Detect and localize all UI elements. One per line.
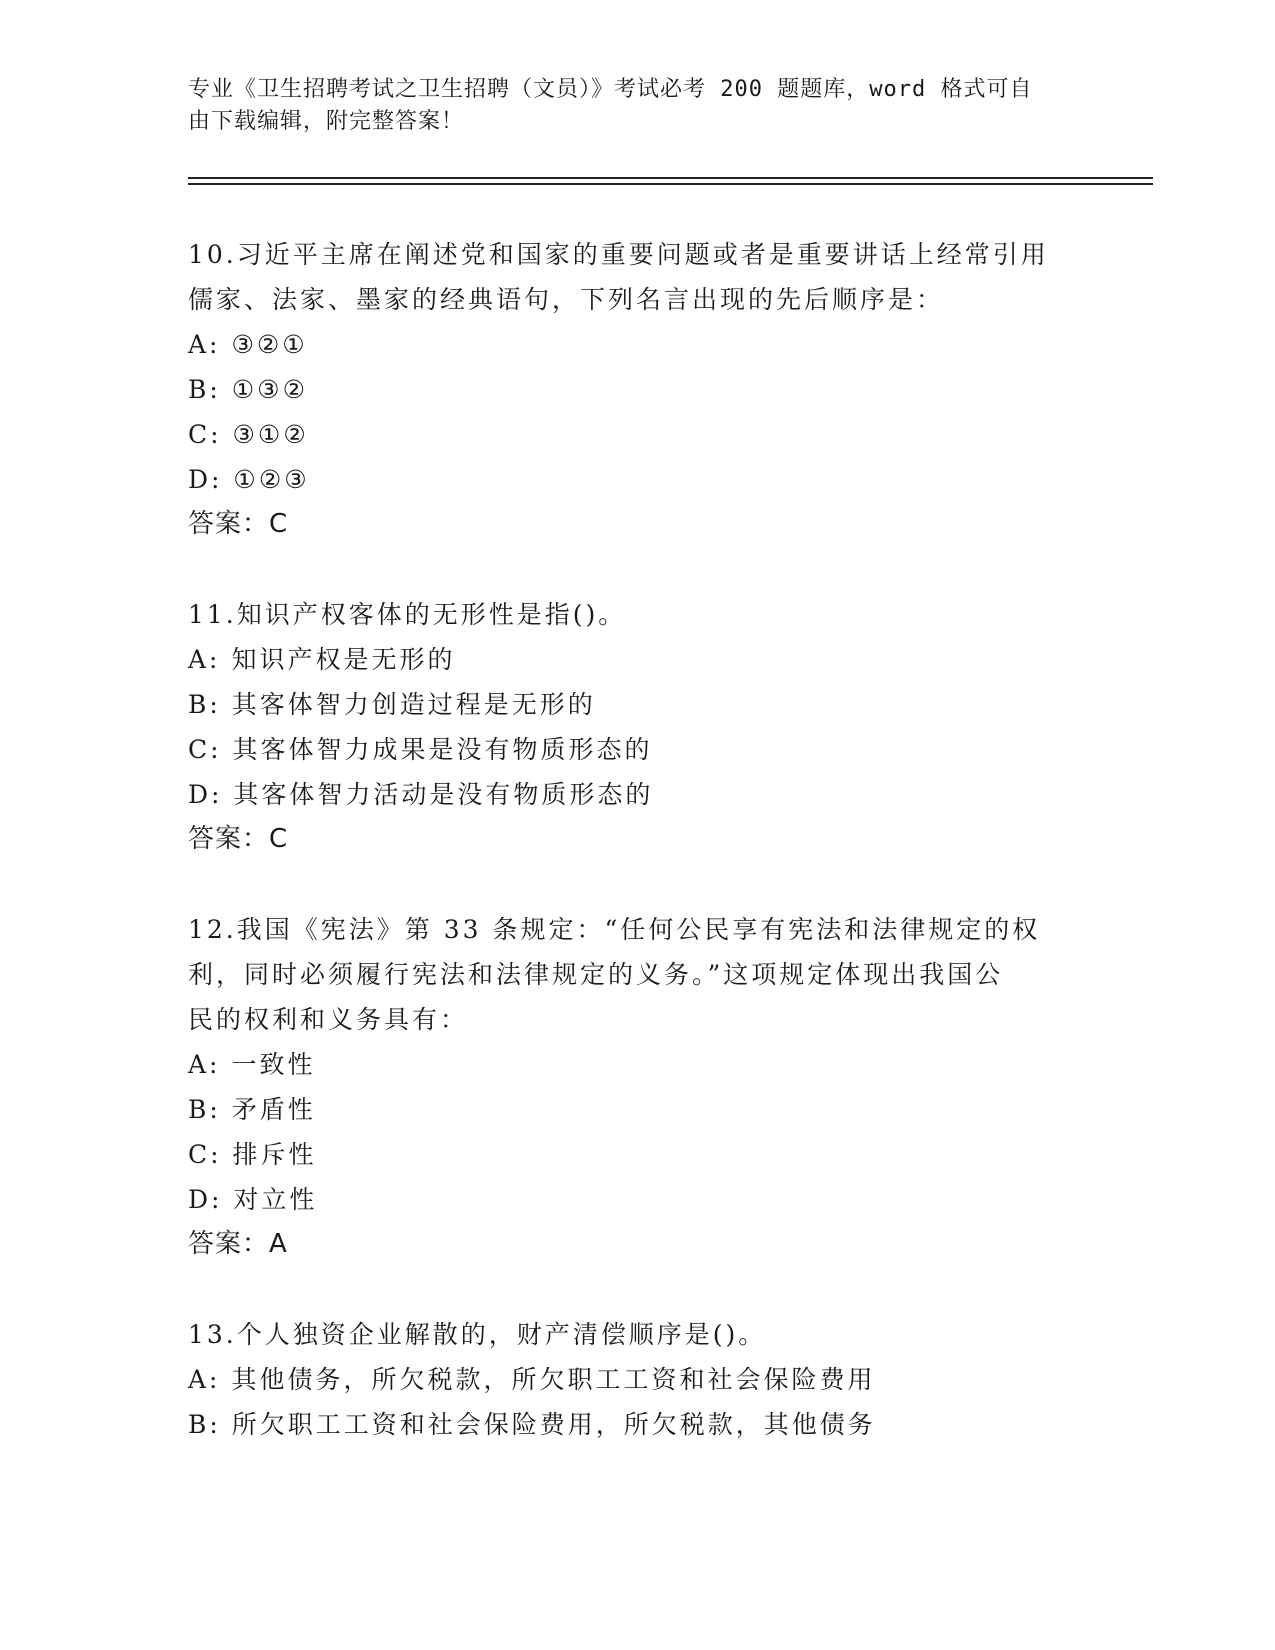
question-text-line: 10.习近平主席在阐述党和国家的重要问题或者是重要讲话上经常引用 — [188, 240, 1049, 269]
option-text: 一致性 — [231, 1050, 316, 1079]
option-letter: B: — [188, 1410, 221, 1439]
option-letter: C: — [188, 1140, 222, 1169]
header-divider-bottom — [188, 183, 1153, 185]
option-letter: A: — [188, 645, 221, 674]
option-letter: A: — [188, 1365, 221, 1394]
question-text-line: 12.我国《宪法》第 33 条规定：“任何公民享有宪法和法律规定的权 — [188, 915, 1041, 944]
answer-line: 答案：A — [188, 1229, 288, 1259]
option-row — [188, 1087, 1088, 1132]
option-text: 排斥性 — [232, 1140, 317, 1169]
option-row — [188, 1132, 1088, 1177]
option-row — [188, 457, 1088, 502]
option-row — [188, 1402, 1088, 1447]
option-letter: C: — [188, 735, 222, 764]
option-row — [188, 322, 1088, 367]
option-row — [188, 367, 1088, 412]
question-text-line: 13.个人独资企业解散的，财产清偿顺序是()。 — [188, 1320, 767, 1349]
option-text: 对立性 — [233, 1185, 318, 1214]
option-text: ③①② — [232, 420, 309, 449]
option-row — [188, 682, 1088, 727]
option-letter: C: — [188, 420, 222, 449]
answer-line: 答案：C — [188, 509, 289, 539]
question-block — [188, 907, 1088, 1267]
header-line-1: 专业《卫生招聘考试之卫生招聘（文员）》考试必考 200 题题库，word 格式可自 — [188, 77, 1033, 102]
option-letter: D: — [188, 780, 223, 809]
option-row — [188, 727, 1088, 772]
answer-line: 答案：C — [188, 824, 289, 854]
option-letter: D: — [188, 1185, 223, 1214]
option-letter: A: — [188, 1050, 221, 1079]
option-text: 知识产权是无形的 — [231, 645, 456, 674]
option-text: ①③② — [231, 375, 308, 404]
header-line-2: 由下载编辑，附完整答案！ — [188, 109, 465, 134]
option-text: 其客体智力成果是没有物质形态的 — [232, 735, 653, 764]
option-letter: B: — [188, 375, 221, 404]
option-letter: B: — [188, 1095, 221, 1124]
question-block — [188, 1312, 1088, 1447]
option-row — [188, 637, 1088, 682]
question-text-line: 11.知识产权客体的无形性是指()。 — [188, 600, 627, 629]
question-text-line: 利，同时必须履行宪法和法律规定的义务。”这项规定体现出我国公 — [188, 960, 1004, 989]
option-row — [188, 772, 1088, 817]
header-divider-top — [188, 177, 1153, 179]
option-letter: A: — [188, 330, 221, 359]
option-text: 所欠职工工资和社会保险费用，所欠税款，其他债务 — [231, 1410, 876, 1439]
option-text: 矛盾性 — [231, 1095, 316, 1124]
option-letter: D: — [188, 465, 223, 494]
question-text-line: 民的权利和义务具有： — [188, 1005, 469, 1034]
option-row — [188, 1357, 1088, 1402]
option-text: ①②③ — [233, 465, 310, 494]
option-text: 其客体智力活动是没有物质形态的 — [233, 780, 654, 809]
option-letter: B: — [188, 690, 221, 719]
option-text: ③②① — [231, 330, 308, 359]
document-header — [188, 74, 1068, 138]
option-row — [188, 1042, 1088, 1087]
question-block — [188, 232, 1088, 547]
option-row — [188, 412, 1088, 457]
question-list — [188, 232, 1088, 1492]
question-text-line: 儒家、法家、墨家的经典语句，下列名言出现的先后顺序是： — [188, 285, 945, 314]
option-text: 其客体智力创造过程是无形的 — [231, 690, 596, 719]
option-text: 其他债务，所欠税款，所欠职工工资和社会保险费用 — [231, 1365, 876, 1394]
question-block — [188, 592, 1088, 862]
option-row — [188, 1177, 1088, 1222]
